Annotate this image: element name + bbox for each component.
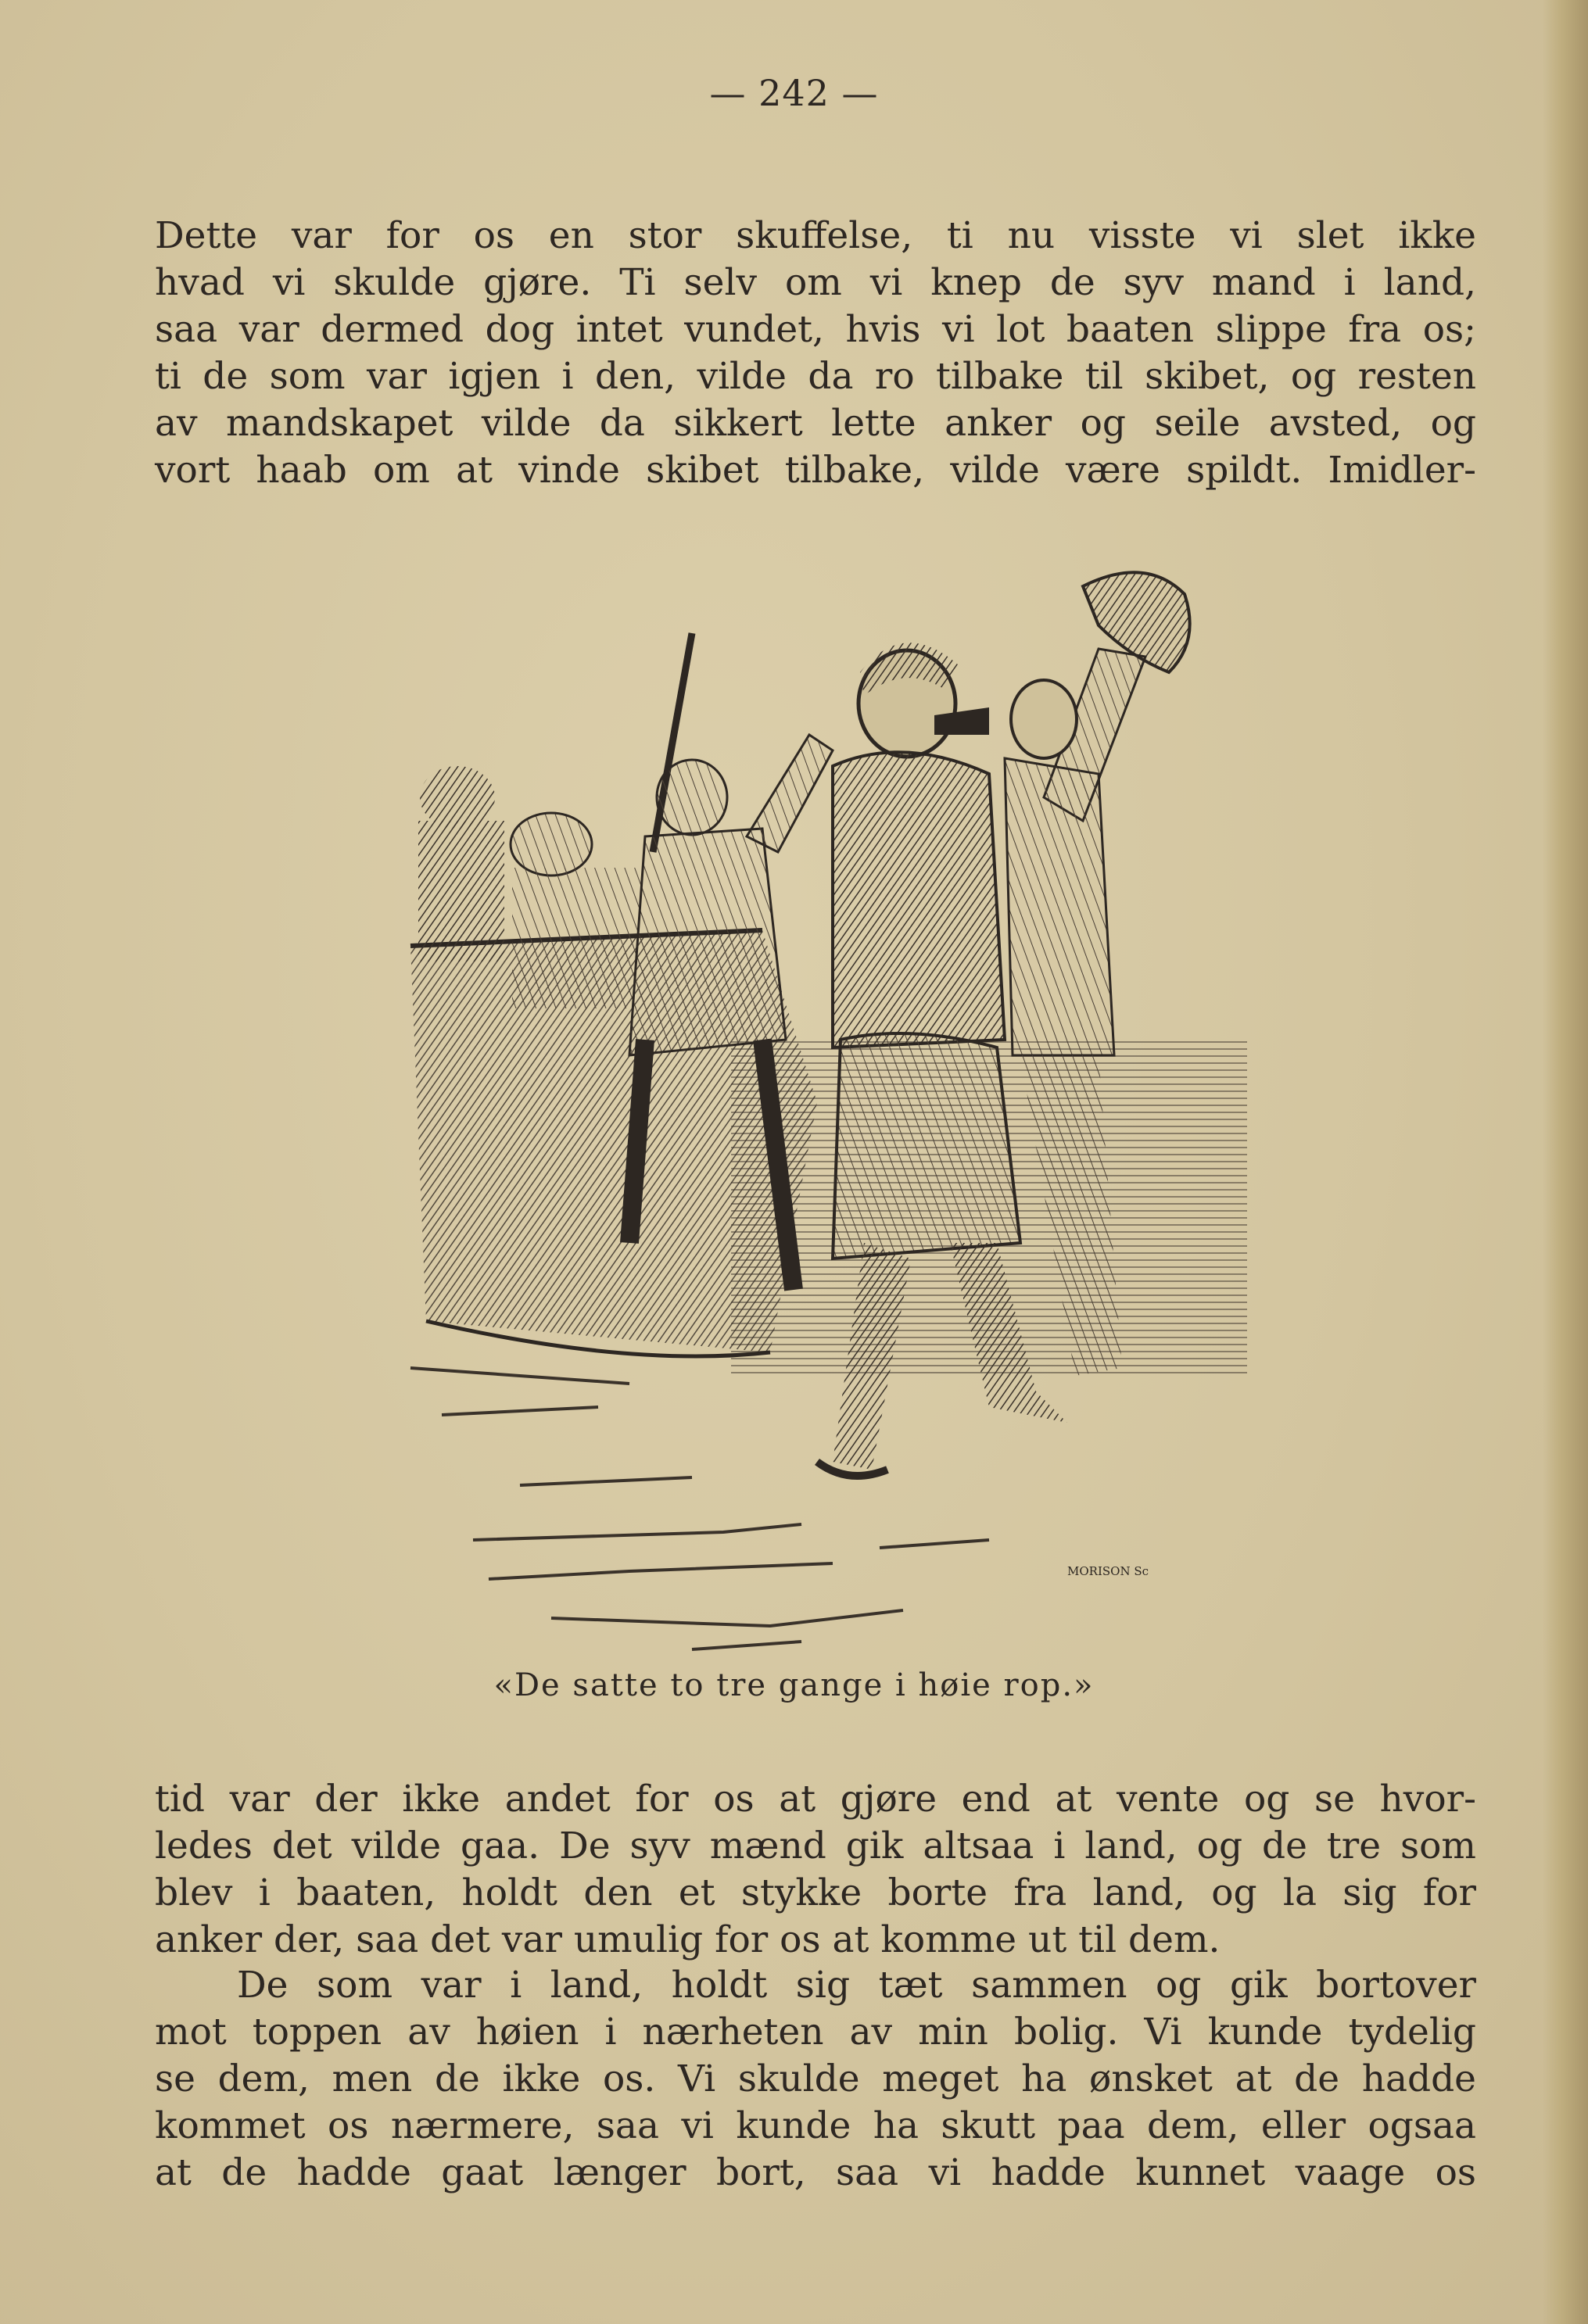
engraving-illustration: [395, 539, 1263, 1665]
text-line: ledes det vilde gaa. De syv mænd gik altsaa i land, og de tre som: [155, 1824, 1476, 1867]
text-line: ti de som var igjen i den, vilde da ro tilbake til skibet, og resten: [155, 355, 1476, 398]
paragraph-1: [155, 213, 1476, 494]
shore-ground: [410, 1368, 989, 1649]
text-line: De som var i land, holdt sig tæt sammen og gik bortover: [237, 1964, 1476, 2007]
text-line: Dette var for os en stor skuffelse, ti nu visste vi slet ikke: [155, 214, 1476, 257]
text-line: saa var dermed dog intet vundet, hvis vi lot baaten slippe fra os;: [155, 308, 1476, 351]
page-number: — 242 —: [709, 72, 879, 114]
text-line: mot toppen av høien i nærheten av min bolig. Vi kunde tydelig: [155, 2011, 1476, 2054]
text-line: kommet os nærmere, saa vi kunde ha skutt paa dem, eller ogsaa: [155, 2104, 1476, 2147]
text-line: hvad vi skulde gjøre. Ti selv om vi knep de syv mand i land,: [155, 261, 1476, 304]
paragraph-3: [155, 1962, 1476, 2197]
illustration-caption: «De satte to tre gange i høie rop.»: [493, 1667, 1095, 1703]
text-line: anker der, saa det var umulig for os at komme ut til dem.: [155, 1918, 1221, 1961]
paragraph-2: [155, 1776, 1476, 1964]
text-line: se dem, men de ikke os. Vi skulde meget ha ønsket at de hadde: [155, 2057, 1476, 2100]
page-edge-shadow: [1543, 0, 1588, 2324]
text-line: tid var der ikke andet for os at gjøre end at vente og se hvor-: [155, 1778, 1476, 1821]
text-line: av mandskapet vilde da sikkert lette anker og seile avsted, og: [155, 402, 1476, 445]
text-line: vort haab om at vinde skibet tilbake, vilde være spildt. Imidler-: [155, 449, 1476, 492]
engraver-signature: MORISON Sc: [1067, 1564, 1149, 1578]
text-line: blev i baaten, holdt den et stykke borte fra land, og la sig for: [155, 1871, 1476, 1914]
text-line: at de hadde gaat længer bort, saa vi hadde kunnet vaage os: [155, 2151, 1476, 2194]
